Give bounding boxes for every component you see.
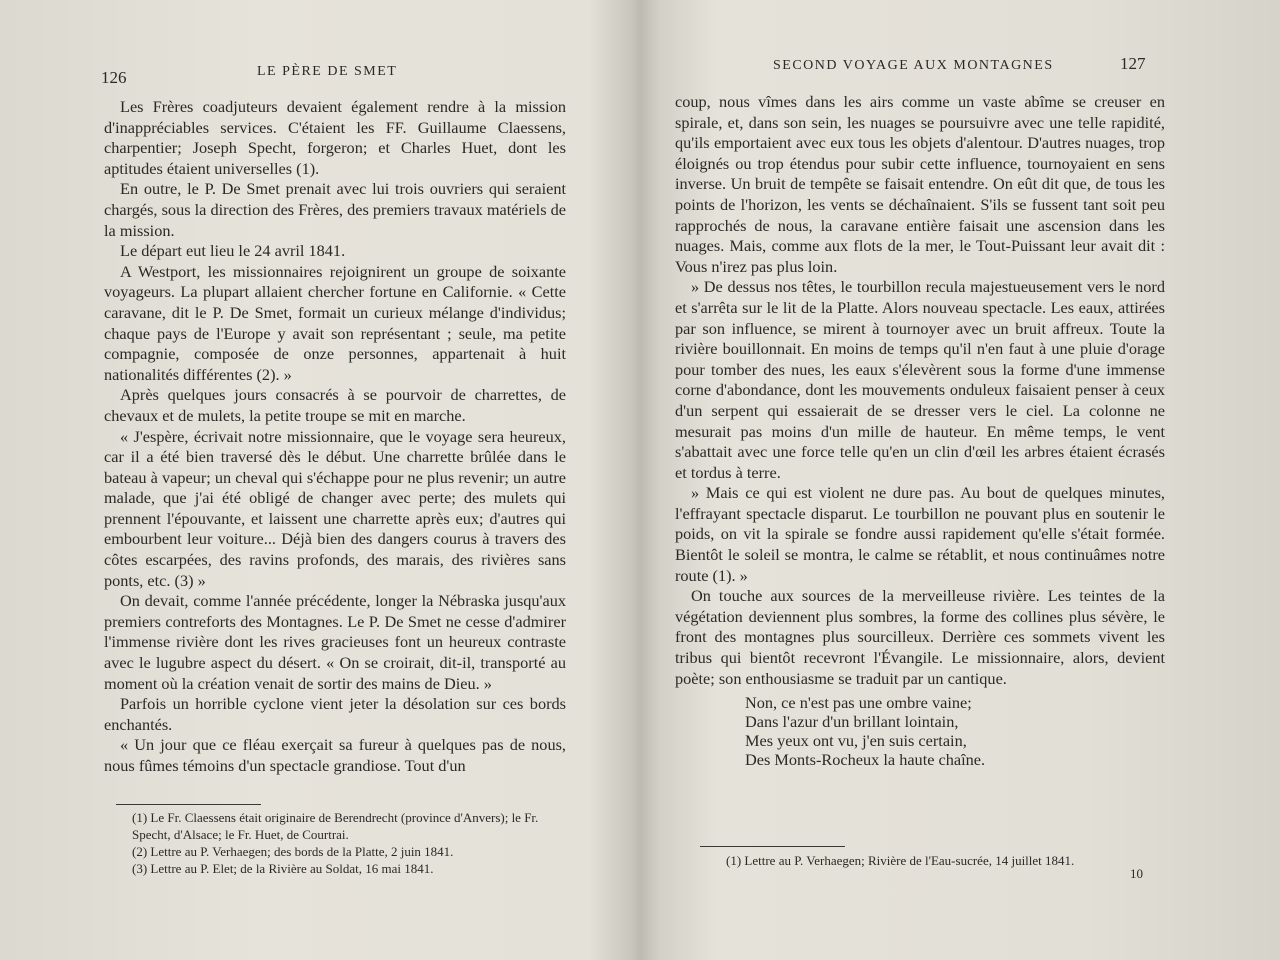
verse-line: Mes yeux ont vu, j'en suis certain, [745,731,967,751]
footnote-rule [116,804,261,805]
verse-line: Dans l'azur d'un brillant lointain, [745,712,959,732]
running-head: SECOND VOYAGE AUX MONTAGNES [773,58,1054,73]
page-body [675,92,1165,769]
footnote: (1) Lettre au P. Verhaegen; Rivière de l'Eau-sucrée, 14 juillet 1841. [726,853,1075,868]
footnotes [710,852,1170,869]
verse [745,693,1165,769]
paragraph: » Mais ce qui est violent ne dure pas. Au bout de quelques minutes, l'effrayant spectacle disparut. Le tourbillon ne pouvant plus en soutenir le poids, on vit la spirale se fondre aussi rapidement qu'elle s'était formée. Bientôt le soleil se montra, le calme se rétablit, et nous continuâmes notre route (1). » [675,483,1165,585]
paragraph: A Westport, les missionnaires rejoignirent un groupe de soixante voyageurs. La plupart allaient chercher fortune en Californie. « Cette caravane, dit le P. De Smet, formait un curieux mélange d'individus; chaque pays de l'Europe y avait son représentant ; seule, ma petite compagnie, composée de onze personnes, appartenait à huit nationalités différentes (2). » [104,261,566,384]
footnote-rule [700,846,845,847]
paragraph: coup, nous vîmes dans les airs comme un vaste abîme se creuser en spirale, et, dans son sein, les nuages se poursuivre avec une telle rapidité, qu'ils emportaient avec eux tous les objets d'alentour. D'autres nuages, trop éloignés ou trop étendus pour subir cette influence, tournoyaient en sens inverse. Un bruit de tempête se faisait entendre. On eût dit que, de tous les points de l'horizon, les vents se déchaînaient. S'ils se fussent tant soit peu rapprochés de nous, la caravane entière faisait une ascension dans les nuages. Mais, comme aux flots de la mer, le Tout-Puissant leur avait dit : Vous n'irez pas plus loin. [675,92,1165,276]
paragraph: Les Frères coadjuteurs devaient également rendre à la mission d'inappréciables services. C'étaient les FF. Guillaume Claessens, charpentier; Joseph Specht, forgeron; et Charles Huet, dont les aptitudes étaient universelles (1). [104,97,566,178]
page-number: 126 [101,68,127,87]
page-body [104,97,566,777]
paragraph: Après quelques jours consacrés à se pourvoir de charrettes, de chevaux et de mulets, la petite troupe se mit en marche. [104,385,566,425]
paragraph: En outre, le P. De Smet prenait avec lui trois ouvriers qui seraient chargés, sous la direction des Frères, des premiers travaux matériels de la mission. [104,179,566,240]
footnote: (3) Lettre au P. Elet; de la Rivière au Soldat, 16 mai 1841. [132,861,434,876]
running-head: LE PÈRE DE SMET [257,64,398,79]
footnote: (1) Le Fr. Claessens était originaire de Berendrecht (province d'Anvers); le Fr. Specht, d'Alsace; le Fr. Huet, de Courtrai. [132,810,539,842]
paragraph: On touche aux sources de la merveilleuse rivière. Les teintes de la végétation deviennent plus sombres, la forme des collines plus sévère, le front des montagnes plus sourcilleux. Derrière ces sommets vivent les tribus qui bientôt recevront l'Évangile. Le missionnaire, alors, devient poète; son enthousiasme se traduit par un cantique. [675,586,1165,688]
right-page [640,0,1280,960]
paragraph: « J'espère, écrivait notre missionnaire, que le voyage sera heureux, car il a été bien traversé dès le début. Une charrette brûlée dans le bateau à vapeur; un cheval qui s'échappe pour ne plus revenir; un autre malade, que j'ai été obligé de changer avec perte; des mulets qui prennent l'épouvante, et laissent une charrette après eux; d'autres qui embourbent leur voiture... Déjà bien des dangers courus à travers des côtes escarpées, des ravins profonds, des marais, des rivières sans ponts, etc. (3) » [104,426,566,590]
footnote: (2) Lettre au P. Verhaegen; des bords de la Platte, 2 juin 1841. [132,844,454,859]
verse-line: Des Monts-Rocheux la haute chaîne. [745,750,986,770]
paragraph: On devait, comme l'année précédente, longer la Nébraska jusqu'aux premiers contreforts des Montagnes. Le P. De Smet ne cesse d'admirer l'immense rivière dont les rives gracieuses font un heureux contraste avec le lugubre aspect du désert. « On se croirait, dit-il, transporté au moment où la création venait de sortir des mains de Dieu. » [104,591,566,693]
paragraph: « Un jour que ce fléau exerçait sa fureur à quelques pas de nous, nous fûmes témoins d'un spectacle grandiose. Tout d'un [104,735,566,775]
paragraph: » De dessus nos têtes, le tourbillon recula majestueusement vers le nord et s'arrêta sur le lit de la Platte. Alors nouveau spectacle. Les eaux, attirées par son influence, se mirent à tournoyer avec un bruit affreux. Toute la rivière bouillonnait. En moins de temps qu'il n'en faut à une pluie d'orage pour tomber des nues, les eaux s'élevèrent sous la forme d'une immense corne d'abondance, dont les mouvements onduleux faisaient penser à ceux d'un serpent qui essaierait de se dresser vers le ciel. La colonne ne mesurait pas moins d'un mille de hauteur. En même temps, le vent s'abattait avec une force telle qu'en un clin d'œil les arbres étaient écrasés et tordus à terre. [675,277,1165,482]
paragraph: Le départ eut lieu le 24 avril 1841. [120,241,346,261]
page-number: 127 [1120,54,1146,73]
verse-line: Non, ce n'est pas une ombre vaine; [745,693,972,713]
paragraph: Parfois un horrible cyclone vient jeter la désolation sur ces bords enchantés. [104,694,566,734]
signature-mark: 10 [1130,866,1143,881]
footnotes [116,809,566,877]
